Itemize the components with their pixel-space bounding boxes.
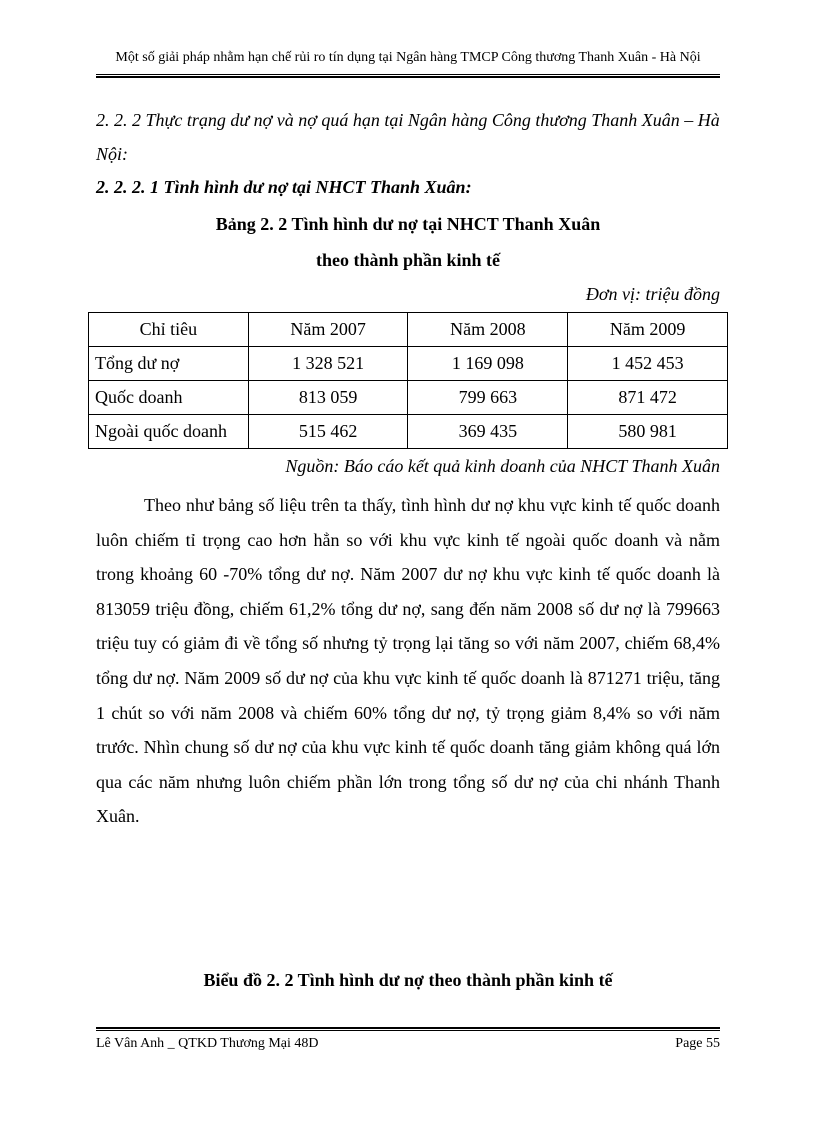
running-header: Một số giải pháp nhằm hạn chế rủi ro tín dụng tại Ngân hàng TMCP Công thương Thanh Xuân - Hà Nội — [115, 50, 701, 65]
header-divider — [96, 74, 720, 78]
table-cell: 515 462 — [248, 415, 408, 449]
body-text — [96, 488, 720, 834]
table-row — [89, 415, 728, 449]
table-caption-line1: Bảng 2. 2 Tình hình dư nợ tại NHCT Thanh Xuân — [215, 214, 601, 234]
table-unit: Đơn vị: triệu đồng — [585, 284, 720, 304]
row-label: Quốc doanh — [89, 381, 249, 415]
table-caption-line2: theo thành phần kinh tế — [315, 250, 501, 270]
table-source: Nguồn: Báo cáo kết quả kinh doanh của NHCT Thanh Xuân — [285, 456, 720, 476]
table-cell: 799 663 — [408, 381, 568, 415]
table-cell: 1 452 453 — [568, 347, 728, 381]
header-cell: Năm 2008 — [408, 313, 568, 347]
header-cell: Năm 2007 — [248, 313, 408, 347]
row-label: Ngoài quốc doanh — [89, 415, 249, 449]
page-number: Page 55 — [675, 1036, 720, 1051]
table-cell: 813 059 — [248, 381, 408, 415]
footer-author: Lê Vân Anh _ QTKD Thương Mại 48D — [96, 1036, 319, 1051]
paragraph: Theo như bảng số liệu trên ta thấy, tình hình dư nợ khu vực kinh tế quốc doanh luôn chiếm tỉ trọng cao hơn hẳn so với khu vực kinh tế ngoài quốc doanh và nằm trong khoảng 60 -70% tổng dư nợ. Năm 2007 dư nợ khu vực kinh tế quốc doanh là 813059 triệu đồng, chiếm 61,2% tổng dư nợ, sang đến năm 2008 số dư nợ là 799663 triệu tuy có giảm đi về tổng số nhưng tỷ trọng lại tăng so với năm 2007, chiếm 68,4% tổng dư nợ. Năm 2009 số dư nợ của khu vực kinh tế quốc doanh là 871271 triệu, tăng 1 chút so với năm 2008 và chiếm 60% tổng dư nợ, tỷ trọng giảm 8,4% so với năm trước. Nhìn chung số dư nợ của khu vực kinh tế quốc doanh tăng giảm không quá lớn qua các năm nhưng luôn chiếm phần lớn trong tổng số dư nợ của chi nhánh Thanh Xuân. — [96, 495, 720, 827]
table-row — [89, 347, 728, 381]
subsection-title: 2. 2. 2. 1 Tình hình dư nợ tại NHCT Thanh Xuân: — [96, 177, 472, 197]
row-label: Tổng dư nợ — [89, 347, 249, 381]
table-cell: 1 169 098 — [408, 347, 568, 381]
table-cell: 1 328 521 — [248, 347, 408, 381]
table-cell: 871 472 — [568, 381, 728, 415]
debt-table — [88, 312, 728, 449]
table-header-row — [89, 313, 728, 347]
header-cell: Chỉ tiêu — [89, 313, 249, 347]
header-cell: Năm 2009 — [568, 313, 728, 347]
table-row — [89, 381, 728, 415]
table-cell: 580 981 — [568, 415, 728, 449]
chart-caption: Biểu đồ 2. 2 Tình hình dư nợ theo thành phần kinh tế — [203, 970, 613, 990]
section-title: 2. 2. 2 Thực trạng dư nợ và nợ quá hạn tại Ngân hàng Công thương Thanh Xuân – Hà Nội: — [96, 110, 720, 164]
footer-divider — [96, 1027, 720, 1031]
table-cell: 369 435 — [408, 415, 568, 449]
